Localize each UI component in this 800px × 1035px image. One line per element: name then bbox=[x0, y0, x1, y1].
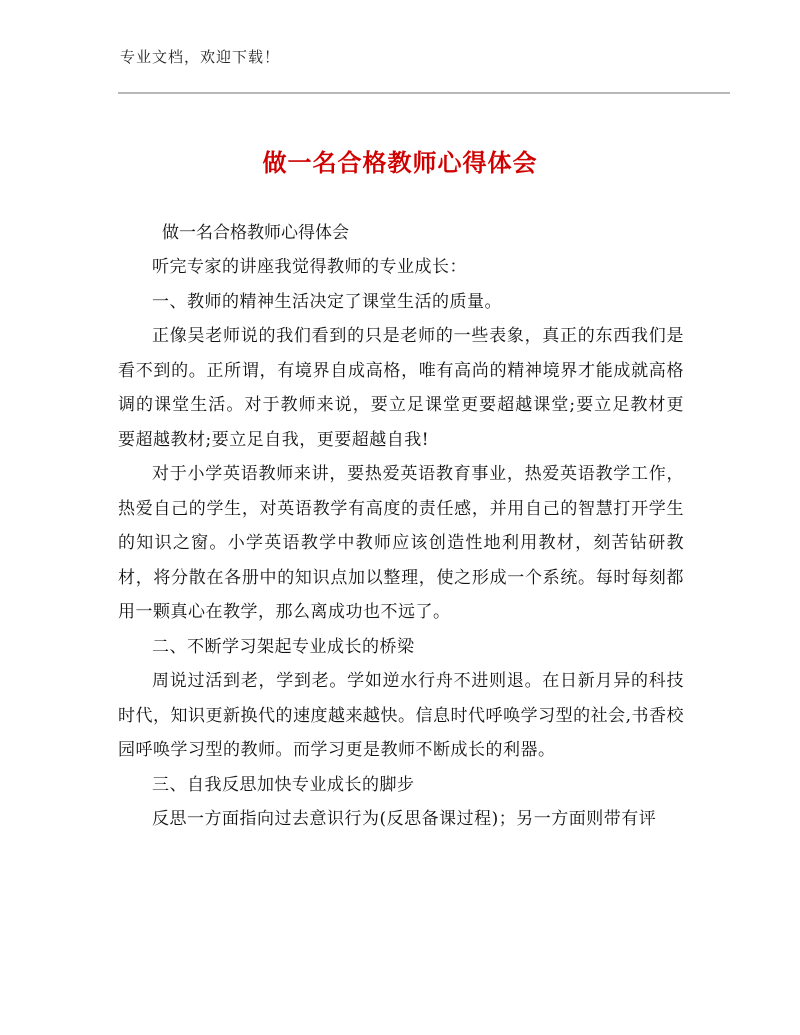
paragraph: 周说过活到老，学到老。学如逆水行舟不进则退。在日新月异的科技时代，知识更新换代的速度越来越快。信息时代呼唤学习型的社会,书香校园呼唤学习型的教师。而学习更是教师不断成长的利器。 bbox=[118, 671, 684, 760]
document-title: 做一名合格教师心得体会 bbox=[262, 149, 538, 177]
paragraph: 正像吴老师说的我们看到的只是老师的一些表象，真正的东西我们是看不到的。正所谓，有境界自成高格，唯有高尚的精神境界才能成就高格调的课堂生活。对于教师来说，要立足课堂更要超越课堂;要立足教材更要超越教材;要立足自我，更要超越自我! bbox=[118, 326, 684, 450]
paragraph: 对于小学英语教师来讲，要热爱英语教育事业，热爱英语教学工作，热爱自己的学生，对英语教学有高度的责任感，并用自己的智慧打开学生的知识之窗。小学英语教学中教师应该创造性地利用教材，刻苦钻研教材，将分散在各册中的知识点加以整理，使之形成一个系统。每时每刻都用一颗真心在教学，那么离成功也不远了。 bbox=[118, 464, 684, 622]
header-note: 专业文档，欢迎下载！ bbox=[120, 48, 281, 66]
section-heading-2: 二、不断学习架起专业成长的桥梁 bbox=[152, 636, 415, 657]
section-heading-3: 三、自我反思加快专业成长的脚步 bbox=[152, 774, 415, 795]
paragraph-intro: 听完专家的讲座我觉得教师的专业成长： bbox=[152, 257, 467, 277]
paragraph: 反思一方面指向过去意识行为(反思备课过程)；另一方面则带有评 bbox=[152, 809, 657, 829]
header-divider bbox=[118, 92, 730, 94]
document-subtitle: 做一名合格教师心得体会 bbox=[162, 223, 349, 243]
section-heading-1: 一、教师的精神生活决定了课堂生活的质量。 bbox=[152, 291, 502, 312]
document-body bbox=[118, 216, 684, 837]
